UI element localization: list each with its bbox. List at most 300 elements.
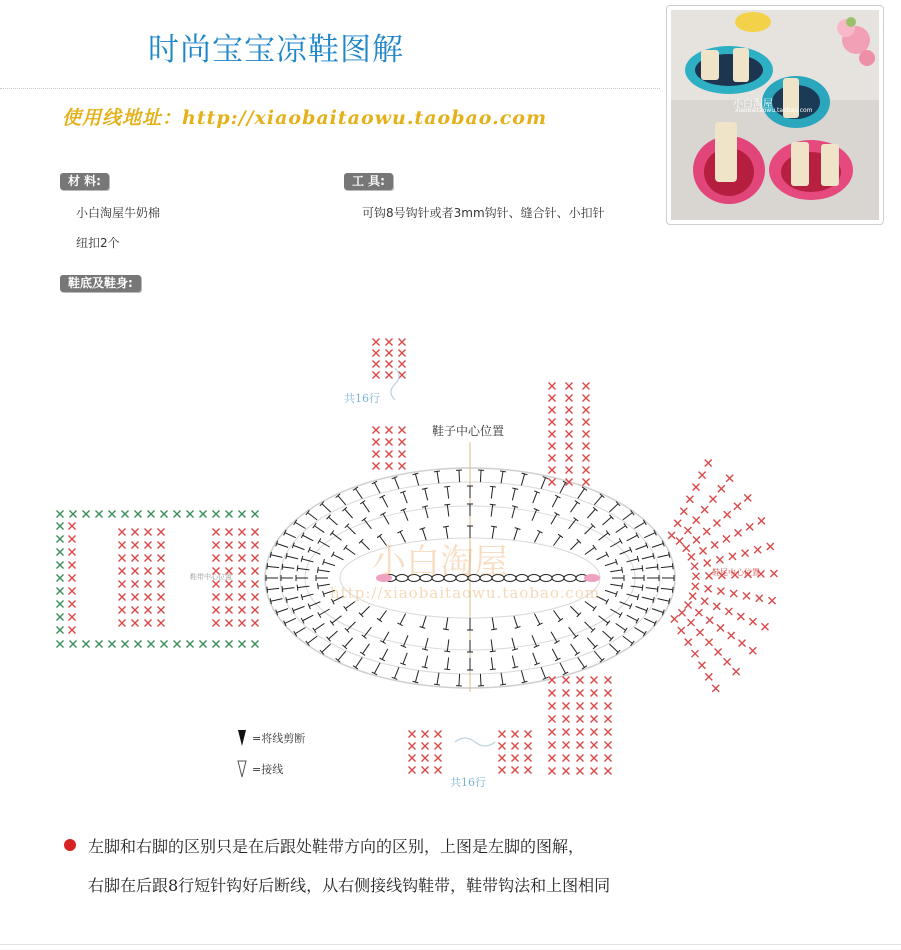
x-stitch [226,511,233,518]
x-stitch [187,641,194,648]
x-stitch [386,439,393,446]
sole-stitch [329,517,338,525]
x-stitch [683,545,690,552]
sole-stitch [322,504,331,512]
sole-stitch-cap [491,526,497,527]
page-title: 时尚宝宝凉鞋图解 [148,32,404,68]
x-stitch [685,602,692,609]
sole-stitch [635,545,646,549]
x-stitch [583,395,590,402]
sole-stitch [512,489,515,501]
x-stitch [761,623,768,630]
sole-stitch-cap [672,563,673,569]
x-stitch [252,568,259,575]
x-stitch [697,629,704,636]
sole-stitch [642,597,654,600]
x-stitch [605,677,612,684]
sole-stitch [447,487,448,499]
x-stitch [591,729,598,736]
x-stitch [158,568,165,575]
sole-stitch-cap [362,517,367,521]
x-stitch [718,485,725,492]
x-stitch [57,575,64,582]
sole-stitch [635,627,645,633]
sole-stitch [314,526,324,533]
x-stitch [693,536,700,543]
x-stitch [754,546,761,553]
x-stitch [674,520,681,527]
x-stitch [591,690,598,697]
sole-stitch-cap [554,641,559,644]
sole-stitch [658,555,670,558]
x-stitch [158,542,165,549]
x-stitch [591,742,598,749]
x-stitch [566,395,573,402]
x-stitch [132,594,139,601]
x-stitch [512,731,519,738]
x-stitch [435,767,442,774]
sole-stitch [610,584,622,586]
x-stitch [239,542,246,549]
sole-stitch-cap [318,538,321,543]
note-line-2: 右脚在后跟8行短针钩好后断线，从右侧接线钩鞋带，鞋带钩法和上图相同 [88,876,611,895]
x-stitch [577,690,584,697]
sole-stitch [635,606,646,610]
shop-url-line[interactable]: 使用线地址：http://xiaobaitaowu.taobao.com [62,107,548,129]
chain-stitch [552,575,564,582]
sole-stitch [553,536,560,546]
sole-stitch [610,541,620,547]
x-stitch [549,755,556,762]
x-stitch [213,542,220,549]
x-stitch [158,620,165,627]
x-stitch [145,594,152,601]
x-stitch [373,350,380,357]
sole-stitch [345,547,355,554]
sole-stitch [631,568,643,570]
legend-join-label: =接线 [252,763,284,776]
sole-stitch [553,610,560,620]
x-stitch [563,703,570,710]
sole-stitch [459,470,460,482]
sole-stitch-cap [267,563,268,569]
x-stitch [742,550,749,557]
x-stitch [549,479,556,486]
sole-stitch [605,562,616,566]
sole-stitch [623,513,633,520]
x-stitch [132,607,139,614]
sole-stitch [602,631,611,639]
x-stitch [549,768,556,775]
sole-stitch [642,556,654,559]
sole-stitch-cap [558,534,563,538]
x-stitch [703,528,710,535]
sole-stitch [361,541,369,549]
strap-center-label: 鞋带中心位置 [190,573,232,581]
section-tag: 鞋底及鞋身: [60,275,141,292]
x-stitch [422,767,429,774]
x-stitch [69,536,76,543]
x-stitch [549,383,556,390]
sole-stitch [571,502,578,512]
x-stitch [749,618,756,625]
sole-stitch [594,651,602,660]
x-stitch [119,594,126,601]
x-stitch [69,588,76,595]
x-stitch [577,729,584,736]
sole-stitch-cap [642,565,643,571]
x-stitch [767,543,774,550]
sole-stitch [587,509,595,518]
sole-stitch [285,618,296,623]
x-stitch [174,641,181,648]
x-stitch [200,511,207,518]
x-stitch [583,467,590,474]
sole-stitch [534,614,539,625]
x-stitch [252,607,259,614]
x-stitch [734,503,741,510]
sole-stitch-cap [317,567,318,573]
x-stitch [96,641,103,648]
x-stitch [686,496,693,503]
sole-stitch [605,590,616,594]
sole-stitch [610,570,622,572]
x-stitch [399,427,406,434]
photo-watermark: 小白淘屋 [733,99,773,110]
material-item-1: 小白淘屋牛奶棉 [76,206,161,220]
x-stitch [566,419,573,426]
x-stitch [689,593,696,600]
x-stitch [161,641,168,648]
sole-stitch [314,623,324,630]
x-stitch [700,547,707,554]
x-stitch [713,520,720,527]
sole-stitch [521,671,524,683]
sole-stitch [422,616,426,627]
x-stitch [563,677,570,684]
sole-stitch [285,533,296,538]
sole-stitch [552,649,558,660]
x-stitch [422,731,429,738]
x-stitch [373,451,380,458]
x-stitch [605,742,612,749]
sole-stitch [403,653,407,664]
x-stitch [226,555,233,562]
sole-stitch [271,599,283,602]
sole-stitch [491,657,492,669]
sole-stitch-cap [574,635,579,639]
x-stitch [684,527,691,534]
x-stitch [409,767,416,774]
x-stitch [605,768,612,775]
x-stitch [591,768,598,775]
x-stitch [704,560,711,567]
x-stitch [145,529,152,536]
chain-stitch [516,575,528,582]
x-stitch [174,511,181,518]
x-stitch [213,594,220,601]
x-stitch [158,581,165,588]
sole-stitch-cap [558,618,563,622]
sole-stitch [333,554,344,559]
sole-stitch [282,567,294,568]
x-stitch [386,372,393,379]
x-stitch [409,743,416,750]
x-stitch [57,549,64,556]
x-stitch [239,511,246,518]
sole-stitch [363,502,370,512]
sole-stitch-cap [344,545,348,550]
x-stitch [239,555,246,562]
x-stitch [499,731,506,738]
sole-stitch [646,567,658,568]
x-stitch [69,601,76,608]
x-stitch [409,731,416,738]
x-stitch [226,529,233,536]
sole-stitch-cap [267,587,268,593]
x-stitch [386,451,393,458]
sole-stitch [623,636,633,643]
x-stitch [711,541,718,548]
sole-stitch [616,526,626,533]
sole-stitch [626,594,638,597]
x-stitch [119,607,126,614]
sole-stitch-cap [490,486,496,487]
x-stitch [563,690,570,697]
x-stitch [583,455,590,462]
sole-stitch [374,483,380,494]
sole-stitch [382,497,388,508]
sole-stitch [635,522,645,528]
photo-watermark-sub: xiaobaitaowu.taobao.com [735,107,813,114]
sole-stitch [361,606,369,614]
x-stitch [715,649,722,656]
sole-stitch-cap [606,621,610,626]
x-stitch [583,443,590,450]
sole-stitch [587,638,595,647]
x-stitch [692,650,699,657]
sole-stitch [631,586,643,588]
x-stitch [83,511,90,518]
x-stitch [239,607,246,614]
x-stitch [499,767,506,774]
x-stitch [132,529,139,536]
x-stitch [69,575,76,582]
x-stitch [525,755,532,762]
x-stitch [399,339,406,346]
x-stitch [83,641,90,648]
note-line-1: 左脚和右脚的区别只是在后跟处鞋带方向的区别，上图是左脚的图解， [88,837,585,856]
sole-stitch-cap [619,612,622,617]
sole-stitch [646,588,658,589]
x-stitch [409,755,416,762]
x-stitch [252,641,259,648]
header-divider [0,88,660,89]
sole-stitch [512,656,515,668]
x-stitch [145,542,152,549]
sole-stitch [597,554,608,559]
x-stitch [512,743,519,750]
x-stitch [566,455,573,462]
x-stitch [145,555,152,562]
chain-stitch [540,575,552,582]
x-stitch [577,703,584,710]
sole-stitch-cap [360,652,365,655]
sole-stitch [297,586,309,588]
x-stitch [725,608,732,615]
sole-stitch-cap [490,504,496,505]
x-stitch [252,620,259,627]
x-stitch [69,523,76,530]
x-stitch [252,542,259,549]
sole-stitch-cap [554,512,559,515]
sole-stitch-cap [330,621,334,626]
x-stitch [213,607,220,614]
sole-stitch-cap [297,585,298,591]
x-stitch [770,570,777,577]
sole-stitch [661,566,673,567]
sole-stitch [308,636,318,643]
x-stitch [145,581,152,588]
note-bullet-icon [64,839,76,851]
x-stitch [566,443,573,450]
tools-tag: 工 具: [344,173,393,190]
x-stitch [145,568,152,575]
sole-stitch [437,673,439,685]
x-stitch [577,677,584,684]
sole-stitch-cap [593,606,597,611]
x-stitch [695,609,702,616]
x-stitch [57,511,64,518]
sole-stitch-cap [622,567,623,573]
sole-stitch-cap [500,471,506,472]
sole-stitch-cap [362,635,367,639]
x-stitch [135,641,142,648]
sole-stitch [610,609,620,615]
x-stitch [373,372,380,379]
x-stitch [373,427,380,434]
x-stitch [109,511,116,518]
x-stitch [713,603,720,610]
x-stitch [239,581,246,588]
x-stitch [549,742,556,749]
x-stitch [566,431,573,438]
sole-stitch [570,541,578,549]
x-stitch [680,508,687,515]
sole-stitch-cap [575,652,580,655]
x-stitch [499,755,506,762]
sole-stitch [501,673,503,685]
x-stitch [435,755,442,762]
x-stitch [373,339,380,346]
x-stitch [158,529,165,536]
x-stitch [566,383,573,390]
sole-stitch-cap [512,488,518,489]
x-stitch [119,542,126,549]
x-stitch [692,573,699,580]
sole-stitch-cap [491,629,497,630]
x-stitch [693,517,700,524]
x-stitch [239,529,246,536]
filled-triangle-icon [238,730,246,746]
sole-stitch-cap [434,684,440,685]
x-stitch [577,742,584,749]
x-stitch [435,743,442,750]
x-stitch [57,627,64,634]
diagram-watermark-url: http://xiaobaitaowu.taobao.com [330,584,601,602]
sole-stitch [514,529,518,540]
x-stitch [399,463,406,470]
sole-stitch [533,492,537,503]
sole-stitch [609,644,618,652]
x-stitch [577,768,584,775]
x-stitch [746,523,753,530]
x-stitch [122,511,129,518]
sole-stitch [329,631,338,639]
x-stitch [239,594,246,601]
sole-stitch-cap [422,488,428,489]
x-stitch [226,607,233,614]
materials-tag: 材 料: [60,173,109,190]
sandals-photo-image [671,10,879,220]
sole-stitch-cap [422,667,428,668]
sole-stitch-cap [330,531,334,536]
x-stitch [733,668,740,675]
x-stitch [605,703,612,710]
sole-stitch [400,614,405,625]
sole-stitch [374,663,380,674]
sole-stitch [627,615,638,621]
x-stitch [583,431,590,438]
x-stitch [716,556,723,563]
x-stitch [161,511,168,518]
sole-stitch [541,667,545,678]
sole-stitch [571,644,578,654]
sole-stitch [480,470,481,482]
sole-stitch-cap [444,651,450,652]
x-stitch [57,614,64,621]
x-stitch [729,553,736,560]
x-stitch [226,542,233,549]
sole-stitch [446,618,448,630]
sole-stitch [570,606,578,614]
sole-stitch [318,570,330,572]
x-stitch [701,506,708,513]
x-stitch [386,339,393,346]
x-stitch [691,563,698,570]
sole-stitch [379,610,386,620]
sole-stitch [585,602,595,609]
sole-stitch-cap [360,501,365,504]
sole-stitch [552,497,558,508]
x-stitch [549,407,556,414]
sole-stitch [652,609,663,613]
x-stitch [735,529,742,536]
sole-stitch-cap [500,684,506,685]
x-stitch [386,350,393,357]
sole-stitch [319,609,329,615]
x-stitch [549,443,556,450]
sole-stitch-cap [444,669,450,670]
sole-stitch [447,657,448,669]
x-stitch [69,627,76,634]
x-stitch [373,361,380,368]
x-stitch [549,729,556,736]
x-stitch [226,620,233,627]
x-stitch [758,517,765,524]
x-stitch [148,511,155,518]
heel-center-label: 鞋尾中心位置 [712,568,760,577]
